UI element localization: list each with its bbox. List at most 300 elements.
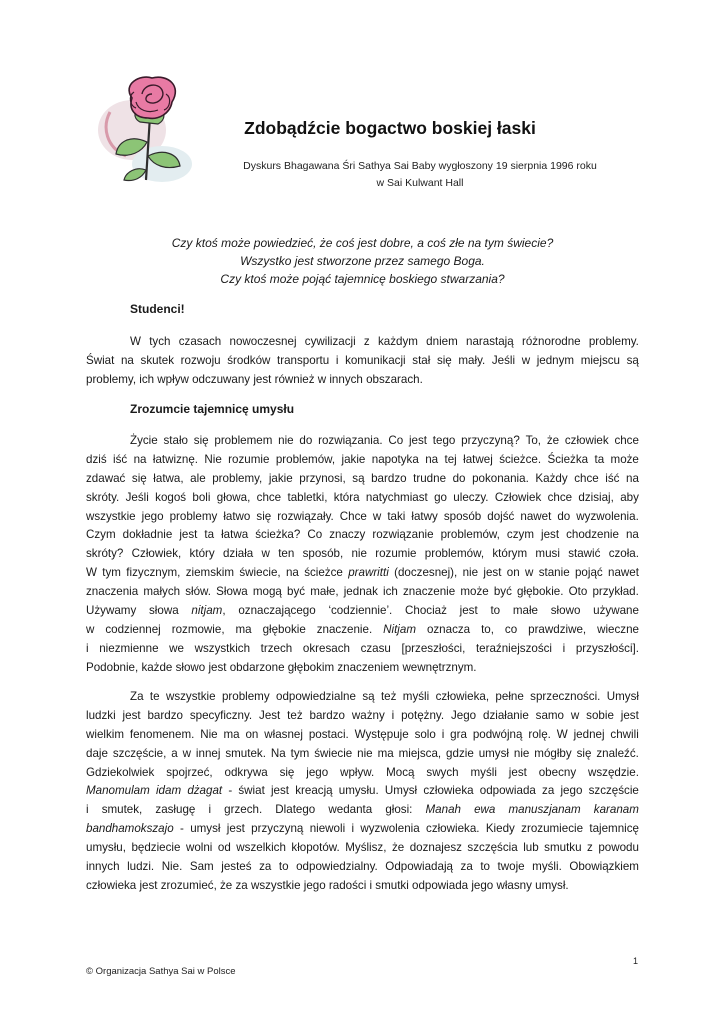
word: problemem xyxy=(214,434,273,447)
word: tym xyxy=(290,746,310,760)
word: problemów, xyxy=(275,452,336,466)
word: narastają xyxy=(466,335,514,348)
word: Nie. xyxy=(161,860,183,874)
text-line xyxy=(86,602,639,621)
word: używane xyxy=(593,604,639,618)
word: Jeśli xyxy=(491,353,516,367)
word: łatwo xyxy=(223,509,251,523)
quote-line-2: Wszystko jest stworzone przez samego Boga. xyxy=(240,254,485,268)
word: głębokie xyxy=(262,622,306,636)
word: skróty. xyxy=(86,490,120,504)
word: Oto xyxy=(568,585,588,599)
text-line xyxy=(86,564,639,583)
word: tym xyxy=(102,566,121,580)
word: postaci. xyxy=(308,727,349,741)
word: mógłby xyxy=(534,746,572,760)
word: na xyxy=(625,528,639,542)
word: niewoli xyxy=(309,822,346,836)
word: jest xyxy=(122,708,141,722)
word: się xyxy=(279,765,295,779)
word: są xyxy=(352,471,365,485)
word: nie xyxy=(513,746,530,760)
word: stał xyxy=(412,353,431,367)
word: natychmiast xyxy=(365,490,428,504)
word: przynosi, xyxy=(299,471,346,485)
text-line xyxy=(86,726,639,745)
word: też xyxy=(287,708,303,722)
word: tych xyxy=(149,335,171,348)
word: oznaczającego xyxy=(238,604,316,618)
word: Manah xyxy=(425,803,461,817)
word: niezmienne xyxy=(99,641,159,655)
word: Nie xyxy=(204,452,222,466)
word: daje xyxy=(86,746,108,760)
word: uleczy. xyxy=(453,490,489,504)
word: ta xyxy=(204,528,215,542)
word: innych xyxy=(86,860,120,874)
word: a xyxy=(171,746,178,760)
document-title: Zdobądźcie bogactwo boskiej łaski xyxy=(244,118,536,138)
word: ziemskim xyxy=(185,566,235,580)
word: i xyxy=(86,803,89,817)
word: który xyxy=(189,547,215,561)
word: napotyka xyxy=(371,452,419,466)
word: swych xyxy=(426,765,459,779)
word: jest xyxy=(483,566,502,580)
word: [przeszłości, xyxy=(401,641,466,655)
word: Umysł xyxy=(384,784,418,798)
word: czym xyxy=(506,528,534,542)
word: jest xyxy=(226,822,245,836)
word: aby xyxy=(620,490,639,504)
word: i xyxy=(208,803,212,817)
word: szczęście xyxy=(588,784,639,798)
word: małych xyxy=(143,585,181,599)
word: na xyxy=(285,566,299,580)
word: którym xyxy=(492,547,528,561)
word: jednak xyxy=(343,585,378,599)
word: gdzie xyxy=(446,746,474,760)
word: odpowiada xyxy=(479,784,536,798)
word: zdawać xyxy=(86,471,126,485)
word: z xyxy=(587,841,593,855)
word: nawet xyxy=(520,509,552,523)
word: gra xyxy=(450,727,467,741)
word: za xyxy=(259,860,272,874)
word: ich xyxy=(383,585,398,599)
word: szczęścia xyxy=(467,841,518,855)
text-line xyxy=(86,371,639,390)
word: W xyxy=(86,566,97,580)
word: Dlatego xyxy=(275,803,316,817)
word: być xyxy=(493,585,512,599)
word: Co xyxy=(388,434,404,447)
word: małe xyxy=(512,604,538,618)
word: Sam xyxy=(189,860,214,874)
word: cywilizacji xyxy=(304,335,356,348)
word: ewa xyxy=(474,803,496,817)
word: są xyxy=(362,690,375,703)
word: umysłu, xyxy=(86,841,126,855)
word: trzech xyxy=(260,641,293,655)
word: stanie xyxy=(538,566,570,580)
word: wszelkich xyxy=(236,841,286,855)
word: Świat xyxy=(86,353,115,367)
word: jest xyxy=(270,784,290,798)
word: dojść xyxy=(487,509,515,523)
word: do xyxy=(452,471,466,485)
word: wszędzie. xyxy=(588,765,639,779)
word: trudne xyxy=(413,471,447,485)
word: wszystkie xyxy=(86,509,136,523)
word: nie xyxy=(351,547,367,561)
word: przyszłości]. xyxy=(575,641,639,655)
word: W xyxy=(130,335,141,348)
word: samo xyxy=(535,708,565,722)
word: może xyxy=(460,585,489,599)
word: tego xyxy=(432,434,456,447)
word: jest xyxy=(620,708,639,722)
word: przyczyną xyxy=(251,822,304,836)
word: jednej xyxy=(573,727,605,741)
word: w xyxy=(521,353,531,367)
word: Jest xyxy=(259,708,281,722)
word: jakie xyxy=(341,452,366,466)
word: słów. xyxy=(185,585,212,599)
word: głowa, xyxy=(216,490,251,504)
word: dżagat xyxy=(187,784,223,798)
word: miejsca, xyxy=(398,746,442,760)
word: głosi: xyxy=(385,803,413,817)
text-line xyxy=(86,621,639,640)
word: mały. xyxy=(458,353,486,367)
word: teraźniejszości xyxy=(475,641,552,655)
word: też xyxy=(380,690,397,703)
word: słowa xyxy=(149,604,179,618)
text-line xyxy=(86,640,639,659)
word: nowoczesnej xyxy=(229,335,297,348)
text-line xyxy=(86,659,639,678)
word: pojąć xyxy=(574,566,603,580)
word: kłopotów. xyxy=(291,841,340,855)
word: smutek, xyxy=(101,803,143,817)
word: W xyxy=(556,727,568,741)
word: może xyxy=(610,452,639,466)
word: sposób xyxy=(443,509,482,523)
word: umysł xyxy=(190,822,221,836)
word: i xyxy=(562,641,566,655)
word: i xyxy=(441,727,445,741)
word: w xyxy=(570,708,580,722)
word: jest xyxy=(408,434,427,447)
word: prawdziwe, xyxy=(528,622,587,636)
word: czasach xyxy=(178,335,222,348)
word: sposób, xyxy=(302,547,344,561)
word: potężny. xyxy=(401,708,445,722)
word: To, xyxy=(525,434,542,447)
word: są xyxy=(626,353,639,367)
word: problemy, xyxy=(212,471,263,485)
word: z xyxy=(363,335,370,348)
word: na xyxy=(425,452,439,466)
word: za xyxy=(460,860,473,874)
word: dzisiaj, xyxy=(578,490,614,504)
word: nitjam, xyxy=(191,604,226,618)
word: jakie xyxy=(268,471,293,485)
word: transportu xyxy=(277,353,330,367)
word: wszystkich xyxy=(194,641,251,655)
quote-line-1: Czy ktoś może powiedzieć, że coś jest dobre, a coś złe na tym świecie? xyxy=(171,236,554,250)
word: w xyxy=(261,547,270,561)
word: miejscu xyxy=(580,353,620,367)
word: we xyxy=(169,641,184,655)
word: manuszjanam xyxy=(508,803,581,817)
word: znaczy xyxy=(329,528,366,542)
word: go xyxy=(434,490,447,504)
word: sobie xyxy=(586,708,614,722)
word: tej xyxy=(444,452,457,466)
word: myśli. xyxy=(532,860,562,874)
word: i xyxy=(86,641,89,655)
word: Czym xyxy=(86,528,116,542)
word: do xyxy=(299,434,313,447)
text-line xyxy=(86,707,639,726)
word: te xyxy=(149,690,160,703)
word: specyficzny. xyxy=(189,708,253,722)
word: on xyxy=(245,727,259,741)
word: sprzeczności. xyxy=(530,690,601,703)
word: grzech. xyxy=(224,803,263,817)
word: Nie xyxy=(200,727,218,741)
word: rozwiązanie xyxy=(372,528,434,542)
word: do xyxy=(557,509,571,523)
word: bardzo xyxy=(371,471,407,485)
word: bardzo xyxy=(309,708,345,722)
word: Chociaż xyxy=(405,604,447,618)
text-line xyxy=(86,782,639,801)
word: Słowa xyxy=(216,585,248,599)
word: tajemnicę xyxy=(589,822,639,836)
word: fenomenem. xyxy=(129,727,195,741)
word: obecny xyxy=(538,765,577,779)
word: chce xyxy=(574,471,599,485)
word: jego xyxy=(141,509,164,523)
paragraph-2 xyxy=(86,432,639,678)
word: w xyxy=(525,566,534,580)
text-line xyxy=(86,820,639,839)
word: człowiek xyxy=(564,434,609,447)
word: ścieżce. xyxy=(499,452,542,466)
footer-copyright: © Organizacja Sathya Sai w Polsce xyxy=(86,966,236,977)
word: znaczenie. xyxy=(316,622,373,636)
word: bardzo xyxy=(147,708,183,722)
word: Chce xyxy=(339,509,367,523)
word: i xyxy=(391,708,395,722)
text-line xyxy=(86,333,639,352)
section-heading: Zrozumcie tajemnicę umysłu xyxy=(130,402,295,416)
word: Umysł xyxy=(606,690,639,703)
word: wielkim xyxy=(86,727,125,741)
word: działa xyxy=(222,547,254,561)
word: Za xyxy=(130,690,144,703)
word: świecie xyxy=(314,746,353,760)
word: skutek xyxy=(140,353,175,367)
word: znaleźć. xyxy=(596,746,639,760)
word: środków xyxy=(227,353,271,367)
word: wyzwolenia xyxy=(360,822,420,836)
word: na xyxy=(120,353,134,367)
word: komunikacji xyxy=(345,353,406,367)
word: przykład. xyxy=(592,585,639,599)
word: w xyxy=(182,746,191,760)
word: się xyxy=(436,353,452,367)
word: Jego xyxy=(450,708,477,722)
word: spojrzeć, xyxy=(166,765,213,779)
text-line xyxy=(86,801,639,820)
quote-line-3: Czy ktoś może pojąć tajemnicę boskiego stwarzania? xyxy=(220,272,505,286)
word: lub xyxy=(523,841,539,855)
word: nie xyxy=(357,746,373,760)
word: kogoś xyxy=(155,490,187,504)
text-line xyxy=(86,545,639,564)
word: to xyxy=(490,604,501,618)
word: stało xyxy=(163,434,188,447)
word: w xyxy=(372,509,382,523)
word: ma xyxy=(223,727,240,741)
word: chodzenie xyxy=(566,528,619,542)
word: być xyxy=(287,585,306,599)
word: - xyxy=(179,822,184,836)
word: myśli xyxy=(402,690,430,703)
word: rozmowie, xyxy=(171,622,225,636)
word: Manomulam xyxy=(86,784,150,798)
subtitle-line-2: w Sai Kulwant Hall xyxy=(376,177,464,189)
word: człowieka xyxy=(423,784,474,798)
word: iść xyxy=(113,452,128,466)
word: stawić xyxy=(568,547,601,561)
word: w xyxy=(86,622,95,636)
word: problemy xyxy=(169,509,218,523)
word: skróty? xyxy=(86,547,124,561)
greeting: Studenci! xyxy=(130,302,185,316)
word: prawritti xyxy=(348,566,389,580)
word: za xyxy=(542,784,555,798)
word: myśli xyxy=(470,765,497,779)
word: innej xyxy=(195,746,221,760)
word: nie xyxy=(462,566,479,580)
text-line xyxy=(86,583,639,602)
word: problemy. xyxy=(588,335,639,348)
word: jest xyxy=(508,765,527,779)
word: ważny xyxy=(351,708,385,722)
word: Życie xyxy=(130,434,158,447)
word: chce xyxy=(547,490,573,504)
word: Mocą xyxy=(386,765,415,779)
word: jego xyxy=(560,784,583,798)
word: dniem xyxy=(426,335,458,348)
word: ścieżce xyxy=(304,566,343,580)
word: co xyxy=(504,622,518,636)
word: nie xyxy=(278,434,294,447)
word: ludzi. xyxy=(127,860,155,874)
word: podwójną xyxy=(472,727,523,741)
word: jest xyxy=(459,604,478,618)
subtitle-line-1: Dyskurs Bhagawana Śri Sathya Sai Baby wygłoszony 19 sierpnia 1996 roku xyxy=(243,160,597,172)
word: smutek. xyxy=(225,746,266,760)
word: że xyxy=(391,841,405,855)
word: ten xyxy=(278,547,295,561)
word: ludzki xyxy=(86,708,116,722)
word: rozwoju xyxy=(180,353,221,367)
paragraph-3 xyxy=(86,688,639,896)
word: od xyxy=(217,841,231,855)
word: rozwiązania. xyxy=(318,434,383,447)
line-text: człowieka jest zrozumieć, że za wszystkie jego radości i smutki odpowiada jego własny umysł. xyxy=(86,878,569,892)
word: zrozumiecie xyxy=(521,822,584,836)
word: przyczyną? xyxy=(461,434,520,447)
word: to xyxy=(480,860,490,874)
word: rozumie xyxy=(228,452,270,466)
word: smutku xyxy=(544,841,582,855)
word: znaczenie xyxy=(403,585,456,599)
word: się xyxy=(193,434,209,447)
word: ale xyxy=(190,471,206,485)
word: Gdziekolwiek xyxy=(86,765,155,779)
word: Odpowiadają xyxy=(385,860,453,874)
word: ta xyxy=(594,452,605,466)
word: dziś xyxy=(86,452,107,466)
word: chce xyxy=(614,434,639,447)
word: tabletki, xyxy=(287,490,328,504)
paragraph-1 xyxy=(86,333,639,390)
word: nawet xyxy=(608,566,639,580)
text-line xyxy=(86,489,639,508)
word: ścieżka? xyxy=(255,528,301,542)
word: Co xyxy=(307,528,323,542)
word: wszystkie xyxy=(165,690,216,703)
text-line xyxy=(86,526,639,545)
word: jest xyxy=(179,528,198,542)
word: rozwiązały. xyxy=(277,509,334,523)
word: iść xyxy=(605,471,620,485)
word: musi xyxy=(535,547,560,561)
word: problemy xyxy=(221,690,270,703)
word: twoje xyxy=(497,860,525,874)
word: się xyxy=(131,471,147,485)
text-line xyxy=(86,451,639,470)
word: własnej xyxy=(264,727,303,741)
text-line xyxy=(86,352,639,371)
word: jesteś xyxy=(221,860,252,874)
word: łatwa, xyxy=(153,471,184,485)
word: głębokie. xyxy=(517,585,564,599)
line-text: Podobnie, każde słowo jest obdarzone głębokim znaczeniem wewnętrznym. xyxy=(86,660,477,674)
word: okresach xyxy=(302,641,350,655)
word: idam xyxy=(155,784,182,798)
word: wyzwolenia. xyxy=(576,509,639,523)
word: jest xyxy=(541,528,560,542)
text-line xyxy=(86,745,639,764)
word: odpowiedzialny. xyxy=(296,860,378,874)
word: rozumie xyxy=(375,547,417,561)
document-subtitle xyxy=(215,158,625,192)
word: odpowiedzialne xyxy=(276,690,356,703)
word: to, xyxy=(481,622,494,636)
word: Występuje xyxy=(354,727,409,741)
word: - xyxy=(228,784,233,798)
word: on xyxy=(506,566,520,580)
text-line xyxy=(86,508,639,527)
